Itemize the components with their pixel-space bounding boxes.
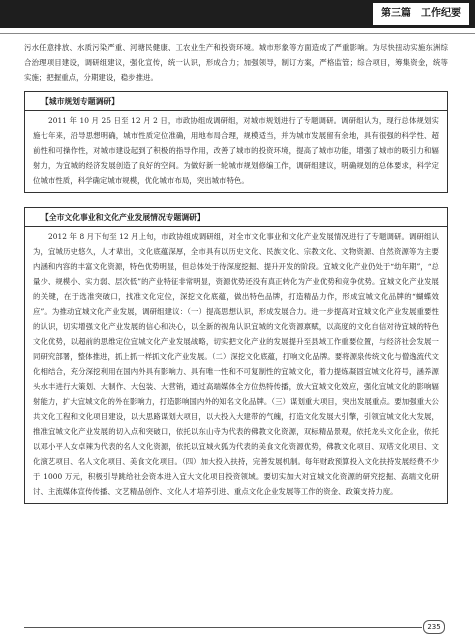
- header-bar: [0, 0, 475, 28]
- section-title: 【城市规划专题调研】: [41, 97, 119, 106]
- section-urban-planning: [24, 91, 448, 193]
- chapter-title: 第三篇 工作纪要: [373, 3, 469, 25]
- intro-paragraph: 污水任意排放、水质污染严重、河塘民健康、工农业生产和投资环境。城市形象等方面造成了严重影响。为尽快扭动实施东洲综合治理项目建设，调研组建议，强化宣传，统一认识，形成合力；加强领导，制订方案，严格监管；综合项目，筹集资金，统等实施；把握重点，分期建设，稳步推进。: [24, 43, 448, 82]
- section-culture-industry: [24, 207, 448, 504]
- header-rule: [0, 33, 475, 34]
- page-number: 235: [423, 620, 445, 634]
- page-content: [24, 40, 448, 504]
- section-paragraph: 2011 年 10 月 25 日至 12 月 2 日，市政协组成调研组，对城市规划进行了专题调研。调研组认为，现行总体规划实施七年来，沿导思想明确，城市性质定位准确，用地布局合理，规模适当，并为城市发展留有余地，具有很强的科学性、超前性和可操作性，对城市建设起到了积极的指导作用，改善了城市的投资环境，提高了城市功能，增强了城市的吸引力和辐射力，为宜城的经济发展创造了良好的空间。为做好新一轮城市规划修编工作，调研组建议，明确规划的总体要求，科学定位城市性质，科学确定城市规模，优化城市布局，突出城市特色。: [33, 116, 439, 185]
- section-divider: [25, 226, 447, 227]
- section-divider: [25, 110, 447, 111]
- section-paragraph: 2012 年 8 月下旬至 12 月上旬，市政协组成调研组，对全市文化事业和文化产业发展情况进行了专题调研。调研组认为，宜城历史悠久，人才辈出，文化底蕴深厚，全市具有以历史文化、民族文化、宗教文化、文物资源、自然资源等为主要内涵和内容的丰富文化资源，特色优势明显，但总体处于待深度挖掘、提升开发的阶段。宜城文化产业仍处于“幼年期”，“总量少、规模小、实力弱、层次低”的产业特征非常明显，资源优势还没有真正转化为产业优势和竞争优势。宜城文化产业发展的关键，在于选准突破口，找准文化定位，深挖文化底蕴，做出特色品牌，打造精品力作，形成宜城文化品牌的“蝴蝶效应”。为推动宜城文化产业发展，调研组建议：（一）提高思想认识，形成发展合力。进一步提高对宜城文化产业发展重要性的认识，切实增强文化产业发展的信心和决心，以全新的视角认识宜城的文化资源禀赋，以高度的文化自信对待宜城的特色文化优势，以超前的思维定位宜城文化产业发展战略，切实把文化产业的发展提升至县域工作重要位置，与经济社会发展一同研究部署，整体推进，抓上抓一样抓文化产业发展。（二）深挖文化底蕴，打响文化品牌。要将源泉传统文化与僧逸流代文化相结合，充分深挖利用在国内外具有影响力、具有唯一性和不可复制性的宜城文化，着力提炼凝固宜城文化符号，涵养源头水丰进行大策划、大制作、大包装、大营销，通过高端媒体全方位热特传播，放大宜城文化效应，强化宜城文化的影响辐射能力，扩大宜城文化的外在影响力，打造影响国内外的知名文化品牌。（三）谋划重大项目，突出发展重点。要加强重大公共文化工程和文化项目建设，以大思路谋划大项目，以大投入大建带的气魄，打造文化发展大引擎，引领宜城文化大发展，推准宜城文化产业发展的切入点和突破口，依托以东山寺为代表的佛教文化资源，双标精品景观，依托龙头文化企业，依托以邓小平人女卓辣为代表的名人文化资源，依托以宜城火狐为代表的美食文化资源优势，佛教文化项目、双塔文化项目、文化演艺项目、名人文化项目、美食文化项目。（四）加大投入扶持，完善发展机制。每年财政预算投入文化扶持发展经费不少于 1000 万元，积极引导跳给社会资本进入宜大文化项目投资领域。要切实加大对宜城文化资源的研究挖掘、高端文化研讨、主流媒体宣传传播、文艺精品创作、文化人才培养引进、重点文化企业发展等工作的资金、政策支持力度。: [33, 232, 439, 496]
- footer-rule: [24, 627, 422, 628]
- section-title: 【全市文化事业和文化产业发展情况专题调研】: [41, 213, 205, 222]
